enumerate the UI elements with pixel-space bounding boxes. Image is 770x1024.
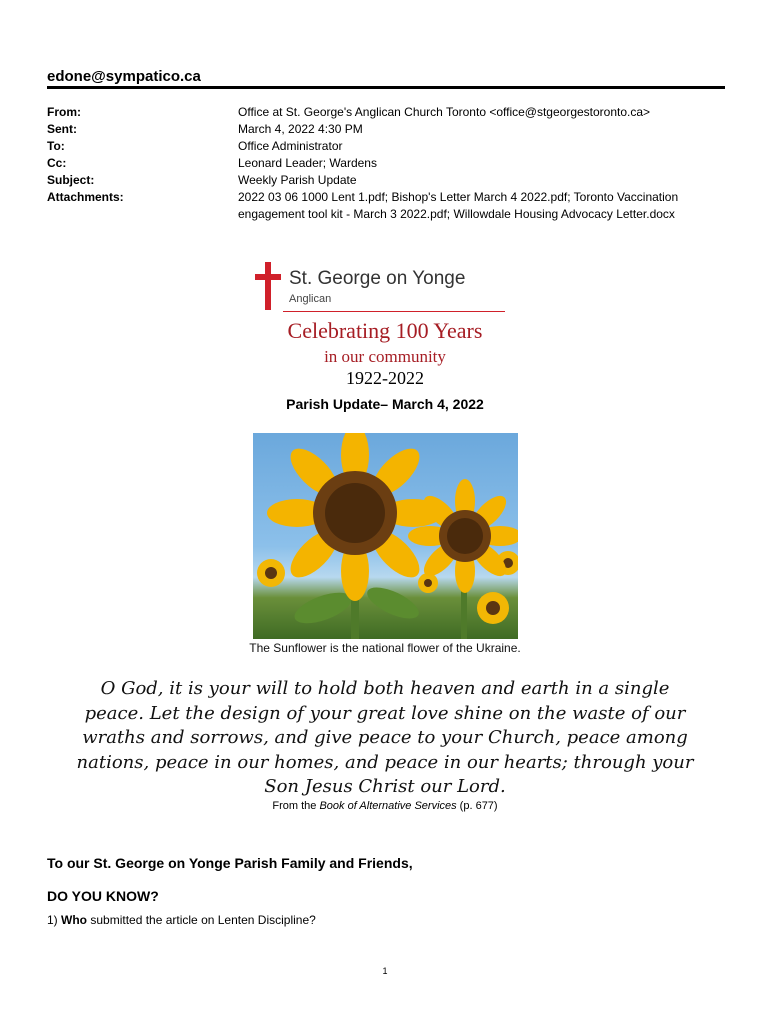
header-label: Sent:	[47, 122, 77, 136]
attachment-list[interactable]: 2022 03 06 1000 Lent 1.pdf; Bishop's Letter March 4 2022.pdf; Toronto Vaccination engagement tool kit - March 3 2022.pdf; Willowdale Housing Advocacy Letter.docx	[238, 190, 679, 221]
question-item	[47, 913, 316, 927]
sunflower-image	[253, 433, 518, 639]
centennial-title: Celebrating 100 Years	[287, 318, 483, 343]
header-label: Attachments:	[47, 190, 124, 204]
greeting: To our St. George on Yonge Parish Family and Friends,	[47, 855, 413, 871]
header-from	[47, 104, 737, 121]
cross-icon-bar	[255, 274, 281, 280]
church-logo	[253, 262, 508, 314]
header-label: From:	[47, 105, 81, 119]
header-value: Office at St. George's Anglican Church Toronto <office@stgeorgestoronto.ca>	[238, 105, 651, 119]
logo-name: St. George on Yonge	[289, 268, 466, 289]
centennial-years: 1922-2022	[346, 368, 424, 388]
header-label: Subject:	[47, 173, 95, 187]
header-sent	[47, 121, 737, 138]
header-value: March 4, 2022 4:30 PM	[238, 122, 363, 136]
header-label: To:	[47, 139, 65, 153]
header-value: Leonard Leader; Wardens	[238, 156, 377, 170]
section-heading: DO YOU KNOW?	[47, 888, 159, 904]
header-label: Cc:	[47, 156, 67, 170]
update-title: Parish Update– March 4, 2022	[286, 396, 484, 412]
source-prefix: From the	[272, 800, 320, 812]
header-value: Weekly Parish Update	[238, 173, 357, 187]
header-cc	[47, 155, 737, 172]
header-to	[47, 138, 737, 155]
sunflower-illustration	[253, 433, 518, 639]
page-number: 1	[382, 966, 388, 976]
source-book: Book of Alternative Services	[319, 800, 457, 812]
centennial-subtitle: in our community	[324, 347, 446, 366]
prayer-source	[0, 800, 770, 812]
question-text: submitted the article on Lenten Discipline?	[87, 913, 316, 927]
question-keyword: Who	[61, 913, 88, 927]
logo-subtitle: Anglican	[289, 293, 332, 305]
header-divider	[47, 86, 725, 89]
question-number: 1)	[47, 913, 62, 927]
prayer-text: O God, it is your will to hold both heaven and earth in a single peace. Let the design of your great love shine on the waste of our wraths and sorrows, and give peace to your Church, peace among nations, peace in our homes, and peace in our hearts; through your Son Jesus Christ our Lord.	[76, 678, 694, 797]
logo-underline	[283, 311, 505, 312]
email-headers	[47, 104, 737, 223]
header-attachments	[47, 189, 737, 223]
email-account: edone@sympatico.ca	[47, 68, 201, 85]
source-suffix: (p. 677)	[456, 800, 498, 812]
header-subject	[47, 172, 737, 189]
photo-caption: The Sunflower is the national flower of the Ukraine.	[249, 641, 521, 655]
cross-icon	[265, 262, 271, 310]
header-value: Office Administrator	[238, 139, 343, 153]
